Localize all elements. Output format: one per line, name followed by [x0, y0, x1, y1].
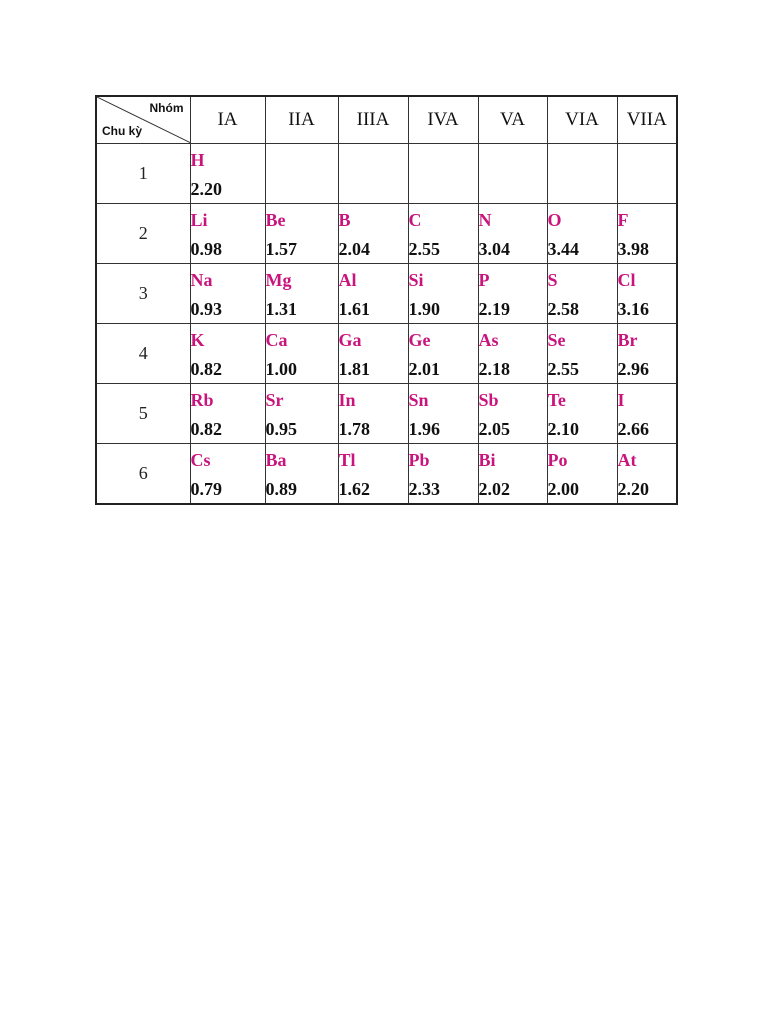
element-cell: [408, 204, 478, 264]
electronegativity-value: 1.57: [265, 239, 297, 259]
element-symbol: Sn: [408, 390, 429, 410]
empty-cell: [478, 144, 547, 204]
electronegativity-value: 2.20: [190, 179, 222, 199]
element-symbol: Cl: [617, 270, 636, 290]
element-symbol: Ga: [338, 330, 362, 350]
group-axis-label: Nhóm: [149, 101, 184, 115]
element-cell: [190, 324, 265, 384]
electronegativity-value: 3.16: [617, 299, 649, 319]
element-symbol: Be: [265, 210, 286, 230]
element-cell: [338, 204, 408, 264]
element-cell: [190, 144, 265, 204]
element-symbol: As: [478, 330, 499, 350]
electronegativity-table: [95, 95, 678, 505]
element-cell: [190, 264, 265, 324]
empty-cell: [547, 144, 617, 204]
electronegativity-value: 0.98: [190, 239, 222, 259]
element-cell: [547, 204, 617, 264]
group-header: IA: [190, 96, 265, 144]
element-cell: [408, 324, 478, 384]
electronegativity-value: 2.18: [478, 359, 510, 379]
element-cell: [478, 204, 547, 264]
element-symbol: Na: [190, 270, 213, 290]
element-cell: [265, 204, 338, 264]
empty-cell: [408, 144, 478, 204]
electronegativity-value: 0.93: [190, 299, 222, 319]
element-symbol: Br: [617, 330, 638, 350]
element-symbol: In: [338, 390, 356, 410]
empty-cell: [617, 144, 677, 204]
element-cell: [408, 444, 478, 505]
period-cell: 2: [96, 204, 190, 264]
table-body: [96, 144, 677, 505]
element-symbol: I: [617, 390, 625, 410]
period-cell: 6: [96, 444, 190, 505]
period-axis-label: Chu kỳ: [102, 124, 143, 138]
element-cell: [190, 204, 265, 264]
element-symbol: C: [408, 210, 422, 230]
electronegativity-value: 0.82: [190, 359, 222, 379]
empty-cell: [265, 144, 338, 204]
electronegativity-value: 0.89: [265, 479, 297, 499]
electronegativity-value: 2.55: [547, 359, 579, 379]
element-symbol: F: [617, 210, 629, 230]
group-header: IVA: [408, 96, 478, 144]
element-cell: [617, 384, 677, 444]
header-row: [96, 96, 677, 144]
element-symbol: P: [478, 270, 490, 290]
element-symbol: Mg: [265, 270, 292, 290]
element-cell: [190, 384, 265, 444]
element-symbol: Bi: [478, 450, 496, 470]
element-cell: [478, 264, 547, 324]
element-symbol: At: [617, 450, 637, 470]
electronegativity-value: 2.96: [617, 359, 649, 379]
electronegativity-value: 2.10: [547, 419, 579, 439]
electronegativity-value: 2.58: [547, 299, 579, 319]
element-cell: [265, 324, 338, 384]
element-cell: [408, 384, 478, 444]
element-symbol: Al: [338, 270, 357, 290]
element-cell: [617, 324, 677, 384]
element-symbol: Ge: [408, 330, 431, 350]
electronegativity-value: 2.05: [478, 419, 510, 439]
element-cell: [547, 384, 617, 444]
table-row: [96, 384, 677, 444]
group-header: VA: [478, 96, 547, 144]
electronegativity-value: 1.78: [338, 419, 370, 439]
electronegativity-value: 2.04: [338, 239, 370, 259]
element-symbol: Pb: [408, 450, 430, 470]
element-cell: [478, 324, 547, 384]
element-cell: [265, 264, 338, 324]
element-cell: [478, 444, 547, 505]
element-cell: [547, 264, 617, 324]
electronegativity-value: 1.00: [265, 359, 297, 379]
element-symbol: B: [338, 210, 351, 230]
electronegativity-value: 1.61: [338, 299, 370, 319]
electronegativity-value: 1.96: [408, 419, 440, 439]
element-symbol: Se: [547, 330, 566, 350]
element-symbol: Rb: [190, 390, 214, 410]
element-cell: [617, 264, 677, 324]
element-symbol: Si: [408, 270, 424, 290]
element-symbol: N: [478, 210, 492, 230]
element-cell: [617, 444, 677, 505]
element-cell: [265, 444, 338, 505]
electronegativity-value: 3.44: [547, 239, 579, 259]
element-symbol: O: [547, 210, 562, 230]
electronegativity-value: 2.66: [617, 419, 649, 439]
period-cell: 3: [96, 264, 190, 324]
table-row: [96, 204, 677, 264]
element-symbol: Sr: [265, 390, 284, 410]
group-header: IIA: [265, 96, 338, 144]
electronegativity-value: 2.20: [617, 479, 649, 499]
period-cell: 1: [96, 144, 190, 204]
group-header: VIIA: [617, 96, 677, 144]
element-symbol: Ca: [265, 330, 288, 350]
element-cell: [478, 384, 547, 444]
element-symbol: S: [547, 270, 558, 290]
electronegativity-value: 3.98: [617, 239, 649, 259]
element-cell: [190, 444, 265, 505]
element-symbol: Po: [547, 450, 568, 470]
empty-cell: [338, 144, 408, 204]
electronegativity-value: 3.04: [478, 239, 510, 259]
electronegativity-value: 0.95: [265, 419, 297, 439]
period-cell: 4: [96, 324, 190, 384]
electronegativity-value: 2.01: [408, 359, 440, 379]
element-symbol: Te: [547, 390, 566, 410]
element-cell: [547, 324, 617, 384]
element-symbol: K: [190, 330, 205, 350]
electronegativity-value: 2.33: [408, 479, 440, 499]
electronegativity-value: 1.90: [408, 299, 440, 319]
element-symbol: Ba: [265, 450, 287, 470]
corner-header-cell: [96, 96, 190, 144]
element-cell: [338, 444, 408, 505]
table-row: [96, 264, 677, 324]
electronegativity-value: 1.31: [265, 299, 297, 319]
electronegativity-value: 0.82: [190, 419, 222, 439]
electronegativity-value: 2.55: [408, 239, 440, 259]
element-cell: [408, 264, 478, 324]
element-symbol: Li: [190, 210, 208, 230]
element-cell: [338, 264, 408, 324]
electronegativity-value: 2.02: [478, 479, 510, 499]
element-symbol: H: [190, 150, 205, 170]
element-symbol: Tl: [338, 450, 356, 470]
element-symbol: Cs: [190, 450, 211, 470]
table-row: [96, 444, 677, 505]
element-cell: [265, 384, 338, 444]
table-row: [96, 324, 677, 384]
table-row: [96, 144, 677, 204]
electronegativity-value: 1.81: [338, 359, 370, 379]
element-cell: [547, 444, 617, 505]
electronegativity-value: 1.62: [338, 479, 370, 499]
element-cell: [338, 384, 408, 444]
group-header: IIIA: [338, 96, 408, 144]
electronegativity-value: 2.19: [478, 299, 510, 319]
period-cell: 5: [96, 384, 190, 444]
element-symbol: Sb: [478, 390, 499, 410]
element-cell: [617, 204, 677, 264]
element-cell: [338, 324, 408, 384]
electronegativity-value: 0.79: [190, 479, 222, 499]
electronegativity-value: 2.00: [547, 479, 579, 499]
group-header: VIA: [547, 96, 617, 144]
